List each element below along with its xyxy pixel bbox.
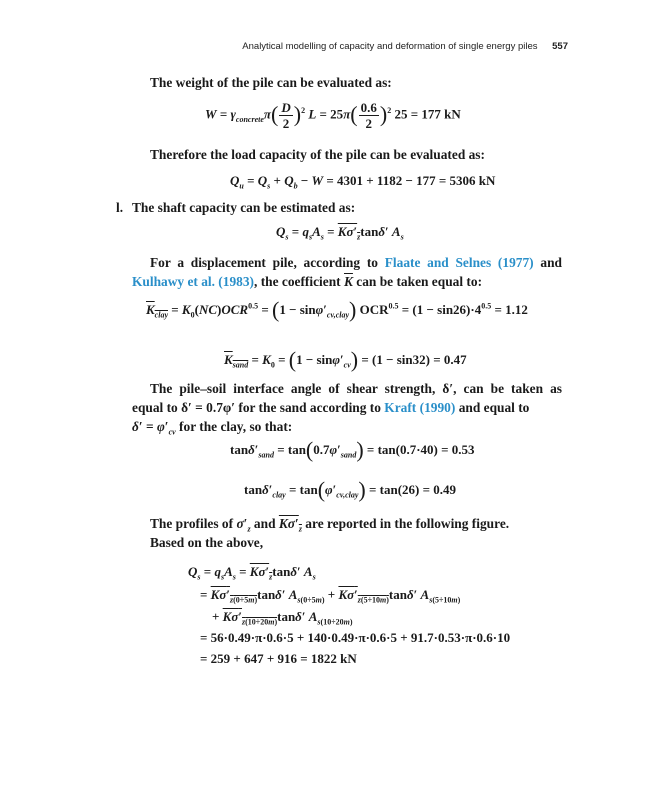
shaft-intro: The shaft capacity can be estimated as: (132, 200, 356, 215)
coef-l2-text: , the coefficient (254, 274, 341, 289)
equation-weight: $W = \gamma_{concrete}\pi$( $\frac{D}{2}$ )$^2$ L = 25π( $\frac{0.6}{2}$ )$^2$ 25 = 177 kN (205, 100, 461, 131)
profiles-text-a: The profiles of (150, 516, 234, 531)
equation-tan-clay: $\tan\delta'_{clay} = \tan(\varphi'_{cv,clay}) = \tan(26) = 0.49$ (244, 477, 457, 502)
coefficient-line-1 (150, 253, 562, 272)
kclay-value: = 1.12 (494, 302, 528, 317)
coef-l1-and: and (540, 255, 562, 270)
coef-l2-tail: can be taken equal to: (356, 274, 483, 289)
weight-result: 25 = 177 kN (394, 106, 461, 122)
coefficient-line-2: Kulhawy et al. (1983), the coefficient $\overline{K}$ can be taken equal to: (132, 274, 483, 289)
interface-l3-text: for the clay, so that: (179, 419, 293, 434)
tan-clay-result: = tan(26) = 0.49 (369, 482, 457, 497)
equation-qs-line-2: = $K\sigma'_{z(0\div 5m)}\tan\delta'$ $A_{s(0\div 5m)} + K\sigma'_{z(5\div 10m)}\tan\delta'$ $A_{s(5\div 10m)}$ (200, 587, 461, 605)
ref-flaate-link[interactable]: Flaate and Selnes (1977) (384, 255, 534, 270)
qu-result: 4301 + 1182 − 177 = 5306 kN (337, 173, 496, 188)
item-label: l. (116, 200, 124, 215)
interface-line-1: The pile–soil interface angle of shear strength, δ′, can be taken as (150, 381, 562, 396)
profiles-line: The profiles of $\sigma'_z$ and $K\sigma'_z$ are reported in the following figure. (150, 516, 510, 534)
equation-qs-numeric: = 56·0.49·π·0.6·5 + 140·0.49·π·0.6·5 + 91.7·0.53·π·0.6·10 (200, 630, 511, 645)
load-intro: Therefore the load capacity of the pile can be evaluated as: (150, 147, 485, 162)
profiles-text-c: are reported in the following figure. (305, 516, 510, 531)
equation-ksand: $K_{sand} = K_0 = (1 - \sin\varphi'_{cv}) = (1 - \sin 32) = 0.47$ (224, 347, 467, 372)
kclay-result: = (1 − sin26)·4 (401, 302, 482, 317)
interface-l2-text: equal to δ′ = 0.7φ′ for the sand according to (132, 400, 381, 415)
coef-l1-text: For a displacement pile, according to (150, 255, 378, 270)
interface-line-3: $\delta' = \varphi'_{cv}$ for the clay, so that: (132, 419, 293, 437)
equation-qs-line-1: $Q_s = q_sA_s = K\sigma'_z\tan\delta'$ $A_s$ (188, 564, 316, 582)
equation-qu: $Q_u = Q_s + Q_b - W = 4301 + 1182 - 177 = 5306$ kN (230, 173, 496, 191)
page-number: 557 (552, 41, 568, 52)
running-title: Analytical modelling of capacity and deformation of single energy piles (242, 41, 538, 52)
tan-sand-result: = tan(0.7·40) = 0.53 (366, 442, 475, 457)
based-on: Based on the above, (150, 535, 264, 550)
ref-kraft-link[interactable]: Kraft (1990) (384, 400, 456, 415)
interface-line-2 (132, 398, 529, 417)
running-header (242, 41, 568, 52)
equation-qs-final: = 259 + 647 + 916 = 1822 kN (200, 651, 357, 666)
profiles-text-b: and (253, 516, 276, 531)
equation-qs-line-3: + $K\sigma'_{z(10\div 20m)}\tan\delta'$ $A_{s(10\div 20m)}$ (212, 609, 353, 627)
kclay-ocr: OCR (359, 302, 389, 317)
ksand-result: = (1 − sin32) = 0.47 (361, 352, 467, 367)
interface-l2-and: and equal to (458, 400, 530, 415)
weight-intro: The weight of the pile can be evaluated as: (150, 75, 392, 90)
equation-qs: $Q_s = q_sA_s = K\sigma'_z\tan\delta'$ $A_s$ (276, 224, 404, 242)
equation-kclay: $K_{clay} = K_0(NC)OCR^{0.5} = (1 - \sin\varphi'_{cv,clay}) OCR^{0.5} = (1 - \sin 26)\cdot 4^{0.5} = 1.12$ (146, 297, 528, 322)
equation-tan-sand: $\tan\delta'_{sand} = \tan(0.7\varphi'_{sand}) = \tan(0.7\cdot 40) = 0.53$ (230, 437, 475, 462)
ref-kulhawy-link[interactable]: Kulhawy et al. (1983) (132, 274, 254, 289)
